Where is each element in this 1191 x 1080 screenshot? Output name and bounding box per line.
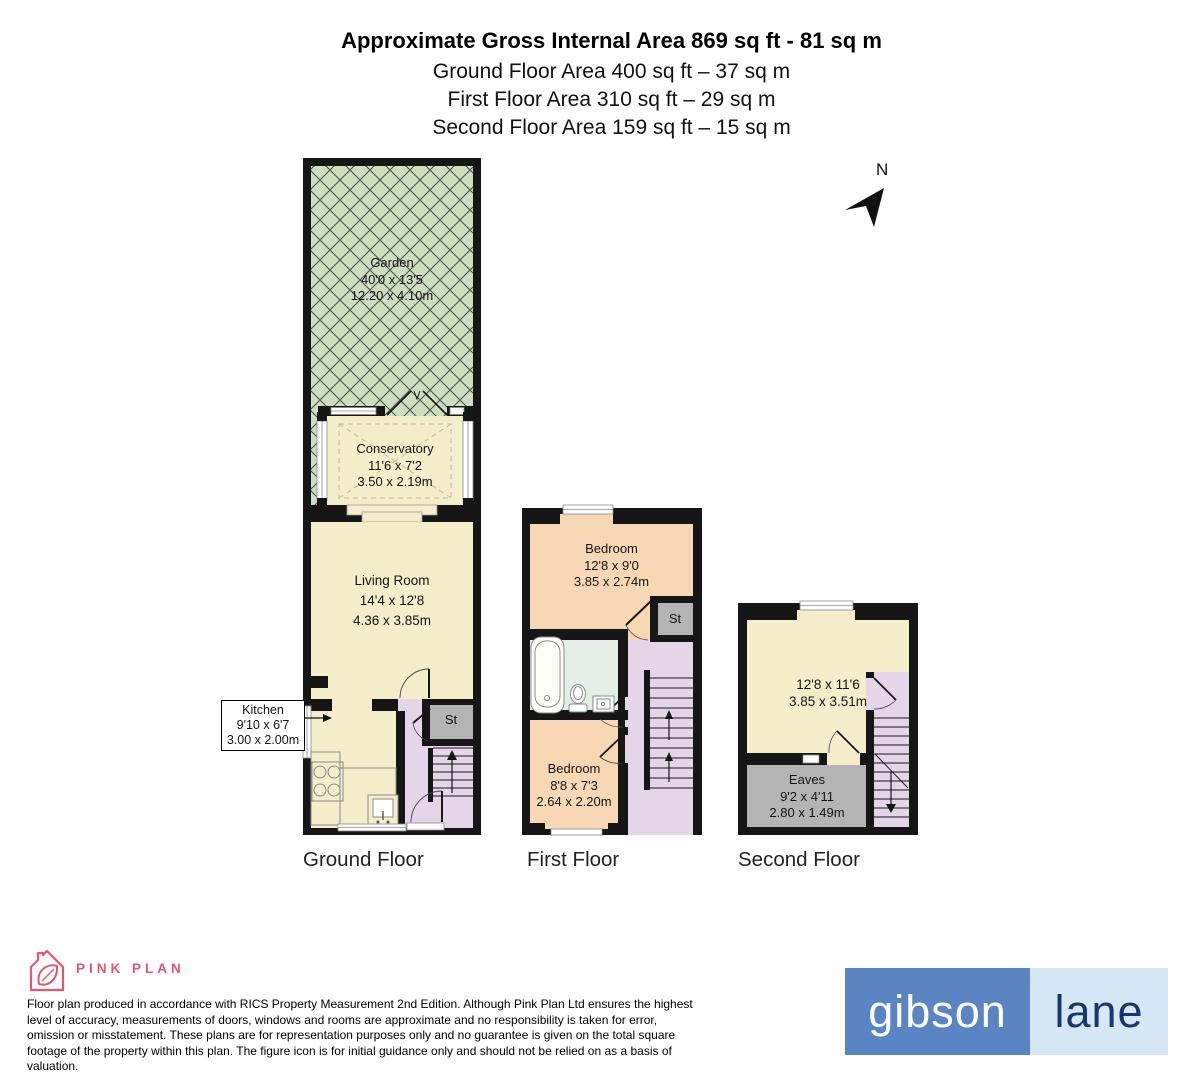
eaves-label [747, 772, 867, 822]
living-room-label [311, 571, 473, 631]
room-dims-imperial: 11'6 x 7'2 [368, 457, 422, 473]
north-arrow-icon [845, 188, 884, 227]
kitchen-label [221, 700, 305, 751]
agency-logo-gibson: gibson [845, 968, 1030, 1055]
room-dims-metric: 2.64 x 2.20m [536, 794, 612, 809]
room-name: Living Room [354, 573, 430, 588]
room-name: Garden [370, 255, 414, 270]
pink-plan-logo-text: PINK PLAN [76, 961, 185, 976]
agency-logo-lane: lane [1030, 968, 1168, 1055]
room-dims-metric: 4.36 x 3.85m [352, 613, 432, 628]
bedroom-rear-label [530, 761, 618, 811]
north-label: N [876, 160, 889, 179]
area-line-first: First Floor Area 310 sq ft – 29 sq m [447, 88, 776, 111]
area-line-ground: Ground Floor Area 400 sq ft – 37 sq m [432, 60, 791, 83]
conservatory-label [327, 441, 463, 491]
room-dims-imperial: 9'2 x 4'11 [780, 788, 834, 804]
room-dims-metric: 3.85 x 3.51m [788, 694, 868, 709]
room-name: Eaves [788, 772, 826, 787]
second-floor-caption: Second Floor [738, 848, 860, 871]
room-dims-metric: 3.00 x 2.00m [226, 733, 300, 747]
room-dims-imperial: 14'4 x 12'8 [359, 593, 425, 608]
pink-plan-logo-icon [31, 951, 63, 990]
room-name: Kitchen [242, 703, 284, 717]
garden-label [311, 255, 473, 305]
ground-floor-caption: Ground Floor [303, 848, 424, 871]
room-dims-imperial: 12'8 x 11'6 [796, 677, 860, 692]
first-floor-caption: First Floor [527, 848, 620, 871]
agency-logo [845, 968, 1168, 1055]
room-name: Bedroom [547, 761, 601, 776]
room-name: Bedroom [585, 541, 638, 556]
bedroom-first-label [530, 541, 693, 591]
room-dims-metric: 3.85 x 2.74m [573, 574, 650, 589]
room-dims-imperial: 9'10 x 6'7 [236, 718, 290, 732]
page-title: Approximate Gross Internal Area 869 sq ft - 81 sq m [341, 28, 882, 53]
basin-icon [593, 696, 614, 712]
room-name: Conservatory [356, 441, 434, 456]
room-dims-metric: 3.50 x 2.19m [357, 474, 433, 489]
storage-ground-label: St [444, 712, 458, 727]
disclaimer-text: Floor plan produced in accordance with RICS Property Measurement 2nd Edition. Although Pink Plan Ltd ensures the highest level of accuracy, measurements of doors, windows and rooms are approximate and no responsibility is taken for error, omission or misstatement. These plans are for representation purposes only and no guarantee is given on the total square footage of the property within this plan. The figure icon is for initial guidance only and should not be relied on as a basis of valuation. [27, 997, 693, 1073]
sink-icon [368, 795, 398, 825]
toilet-icon [569, 685, 587, 713]
room-dims-metric: 2.80 x 1.49m [769, 805, 845, 820]
bathtub-icon [531, 637, 564, 713]
area-line-second: Second Floor Area 159 sq ft – 15 sq m [432, 116, 791, 139]
room-dims-imperial: 8'8 x 7'3 [550, 777, 598, 793]
storage-first-label: St [668, 611, 682, 626]
second-floor-room-label [747, 676, 909, 710]
room-dims-metric: 12.20 x 4.10m [350, 288, 434, 303]
room-dims-imperial: 12'8 x 9'0 [584, 557, 639, 573]
room-dims-imperial: 40'0 x 13'5 [360, 271, 424, 287]
